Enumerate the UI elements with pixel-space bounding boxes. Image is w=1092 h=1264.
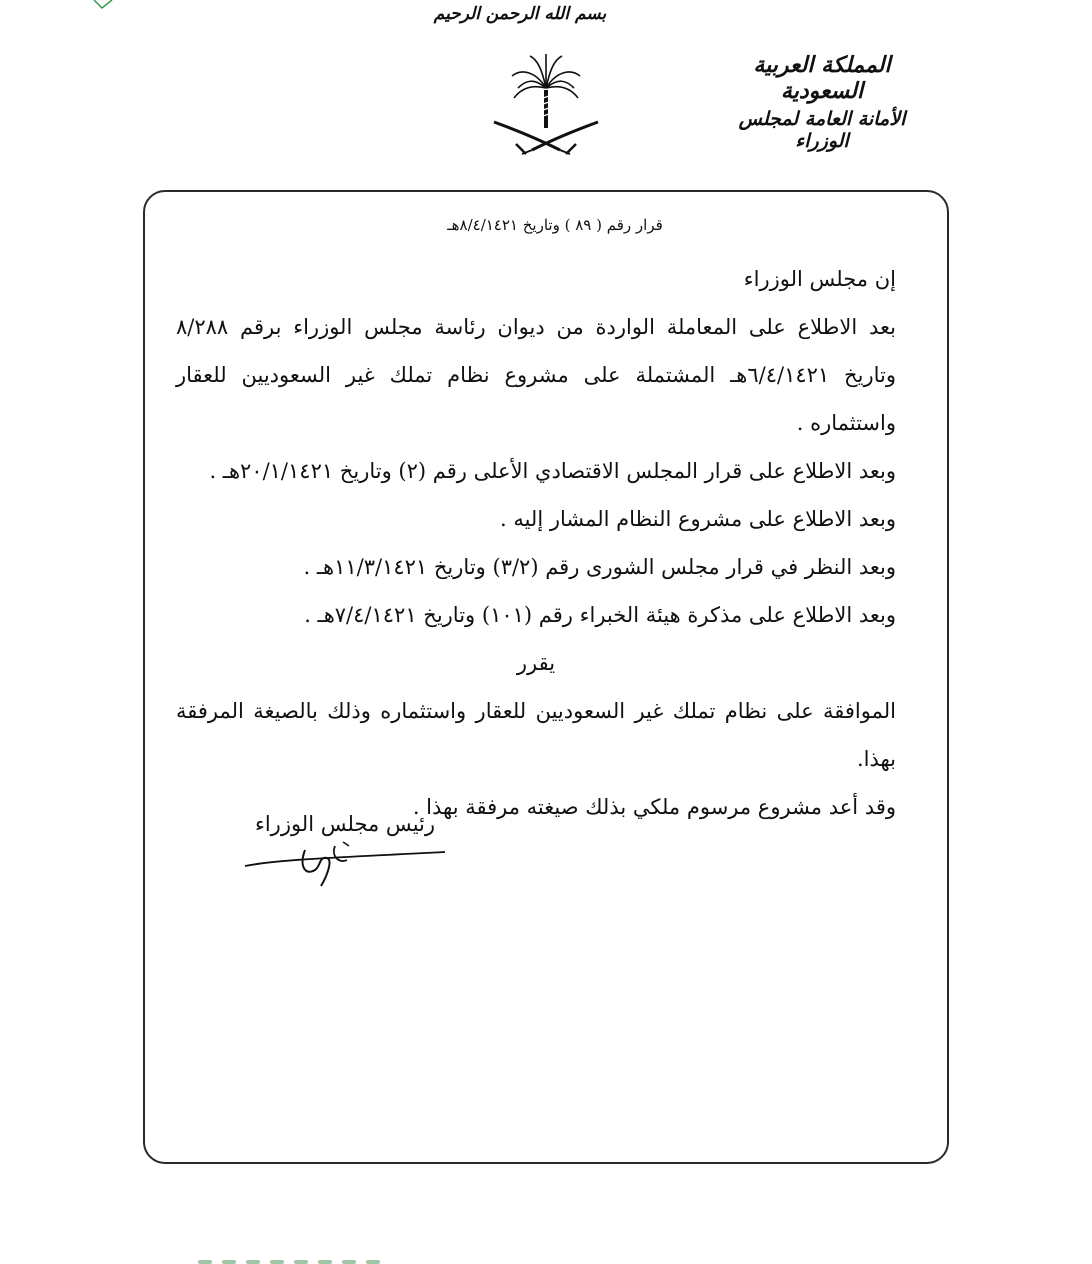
corner-mark — [92, 0, 114, 10]
handwritten-signature — [235, 836, 455, 896]
saudi-emblem-icon — [486, 50, 606, 165]
resolution-paragraph: وقد أعد مشروع مرسوم ملكي بذلك صيغته مرفقة بهذا . — [412, 795, 896, 819]
recital-paragraph: وبعد النظر في قرار مجلس الشورى رقم (٣/٢) وتاريخ ١١/٣/١٤٢١هـ . — [303, 555, 896, 579]
signature-block — [230, 812, 460, 896]
decides-heading: يقرر — [516, 651, 556, 675]
basmala: بسم الله الرحمن الرحيم — [433, 4, 607, 24]
recital-paragraph: وبعد الاطلاع على قرار المجلس الاقتصادي الأعلى رقم (٢) وتاريخ ٢٠/١/١٤٢١هـ . — [209, 459, 896, 483]
opening-line: إن مجلس الوزراء — [743, 267, 896, 291]
decree-number-line: قرار رقم ( ٨٩ ) وتاريخ ٨/٤/١٤٢١هـ — [447, 216, 663, 234]
footer-smudge — [140, 1256, 380, 1264]
recital-paragraph: بعد الاطلاع على المعاملة الواردة من ديوان رئاسة مجلس الوزراء برقم ٨/٢٨٨ وتاريخ ٦/٤/١٤٢١هـ المشتملة على مشروع نظام تملك غير السعوديين للعقار واستثماره . — [176, 315, 896, 435]
letterhead — [712, 52, 932, 152]
recital-paragraph: وبعد الاطلاع على مذكرة هيئة الخبراء رقم (١٠١) وتاريخ ٧/٤/١٤٢١هـ . — [304, 603, 896, 627]
kingdom-name: المملكة العربية السعودية — [753, 52, 891, 104]
decree-body — [176, 255, 896, 831]
resolution-paragraph: الموافقة على نظام تملك غير السعوديين للعقار واستثماره وذلك بالصيغة المرفقة بهذا. — [176, 699, 896, 771]
recital-paragraph: وبعد الاطلاع على مشروع النظام المشار إليه . — [499, 507, 896, 531]
signatory-title: رئيس مجلس الوزراء — [254, 812, 436, 836]
secretariat-name: الأمانة العامة لمجلس الوزراء — [738, 108, 906, 152]
